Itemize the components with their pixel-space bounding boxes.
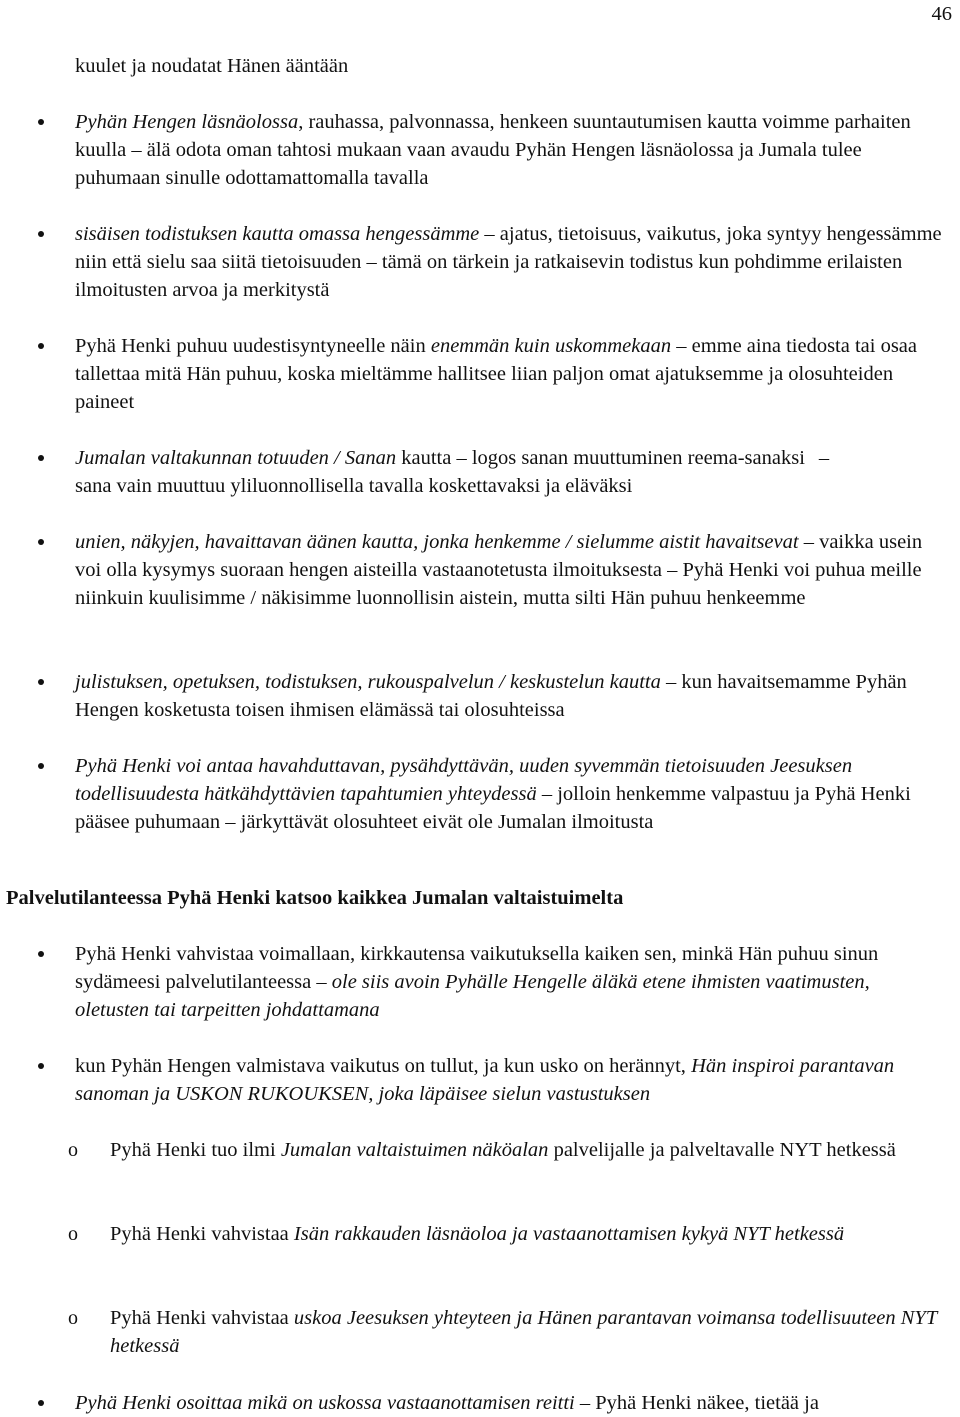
list-item (75, 332, 946, 416)
body-text: – Pyhä Henki näkee, tietää ja (574, 1392, 819, 1414)
emphasis-text: Jumalan valtakunnan totuuden / Sanan (75, 447, 397, 469)
list-item (75, 1052, 946, 1108)
emphasis-text: Jumalan valtaistuimen näköalan (280, 1139, 549, 1161)
bullet-icon (38, 343, 44, 349)
list-item (75, 752, 946, 836)
body-text: – ajatus, tietoisuus, vaikutus, joka syntyy hengessämme niin että sielu saa siitä tietoisuuden – tämä on tärkein ja ratkaisevin todistus kun pohdimme erilaisten ilmoitusten arvoa ja merkitystä (75, 223, 942, 301)
emphasis-text: Hän inspiroi parantavan sanoman ja USKON RUKOUKSEN, joka läpäisee sielun vastustuksen (75, 1055, 895, 1105)
list-item (75, 220, 946, 304)
list-item (75, 668, 946, 724)
bullet-icon (38, 455, 44, 461)
body-text: kun Pyhän Hengen valmistava vaikutus on tullut, ja kun usko on herännyt, (75, 1055, 692, 1077)
emphasis-text: sisäisen todistuksen kautta omassa hengessämme (75, 223, 480, 245)
sub-list-item (68, 1304, 946, 1360)
bullet-icon (38, 231, 44, 237)
list-item (75, 528, 946, 612)
page-number: 46 (931, 3, 952, 25)
body-text: kautta – logos sanan muuttuminen reema-sanaksi (396, 447, 805, 469)
body-text: – jolloin henkemme valpastuu ja Pyhä Henki pääsee puhumaan – järkyttävät olosuhteet eivät ole Jumalan ilmoitusta (75, 783, 911, 833)
bullet-icon (38, 539, 44, 545)
bullet-icon (38, 763, 44, 769)
emphasis-text: Pyhä Henki osoittaa mikä on uskossa vastaanottamisen reitti (75, 1392, 575, 1414)
bullet-icon (38, 1400, 44, 1406)
body-text: Pyhä Henki tuo ilmi (110, 1139, 281, 1161)
emphasis-text: ole siis avoin Pyhälle Hengelle äläkä etene ihmisten vaatimusten, oletusten tai tarpeitten johdattamana (75, 971, 870, 1021)
emphasis-text: Isän rakkauden läsnäoloa ja vastaanottamisen kykyä NYT hetkessä (293, 1223, 845, 1245)
list-item (75, 1389, 946, 1417)
section-heading: Palvelutilanteessa Pyhä Henki katsoo kaikkea Jumalan valtaistuimelta (6, 887, 624, 909)
body-text: vaikka usein voi olla kysymys suoraan hengen aisteilla vastaanotetusta ilmoituksesta – Pyhä Henki voi puhua meille niinkuin kuulisimme / näkisimme luonnollisin aistein, mutta silti Hän puhuu henkeemme (75, 531, 923, 609)
list-item (75, 444, 946, 500)
body-text: – kun havaitsemamme Pyhän Hengen kosketusta toisen ihmisen elämässä tai olosuhteissa (75, 671, 907, 721)
dash-text: – (818, 447, 830, 469)
emphasis-text: enemmän kuin uskommekaan (430, 335, 672, 357)
body-text: Pyhä Henki vahvistaa voimallaan, kirkkautensa vaikutuksella kaiken sen, minkä Hän puhuu sinun sydämeesi palvelutilanteessa – (75, 943, 879, 993)
bullet-icon (38, 951, 44, 957)
body-text: palvelijalle ja palveltavalle NYT hetkessä (548, 1139, 896, 1161)
hollow-bullet-icon: o (68, 1139, 78, 1161)
emphasis-text: unien, näkyjen, havaittavan äänen kautta, jonka henkemme / sielumme aistit havaitsevat – (75, 531, 814, 553)
intro-line: kuulet ja noudatat Hänen ääntään (75, 55, 349, 77)
emphasis-text: Pyhä Henki voi antaa havahduttavan, pysähdyttävän, uuden syvemmän tietoisuuden Jeesuksen todellisuudesta hätkähdyttävien tapahtumien yhteydessä (75, 755, 853, 805)
body-text: Pyhä Henki vahvistaa (110, 1307, 294, 1329)
bullet-icon (38, 679, 44, 685)
hollow-bullet-icon: o (68, 1307, 78, 1329)
sub-list-item (68, 1136, 946, 1164)
sub-list-item (68, 1220, 946, 1248)
body-text: Pyhä Henki puhuu uudestisyntyneelle näin (75, 335, 431, 357)
emphasis-text: Pyhän Hengen läsnäolossa (75, 111, 299, 133)
emphasis-text: uskoa Jeesuksen yhteyteen ja Hänen parantavan voimansa todellisuuteen NYT hetkessä (110, 1307, 937, 1357)
bullet-icon (38, 119, 44, 125)
list-item (75, 108, 946, 192)
emphasis-text: julistuksen, opetuksen, todistuksen, rukouspalvelun / keskustelun kautta (75, 671, 661, 693)
body-text: sana vain muuttuu yliluonnollisella tavalla koskettavaksi ja eläväksi (75, 475, 633, 497)
bullet-icon (38, 1063, 44, 1069)
body-text: Pyhä Henki vahvistaa (110, 1223, 294, 1245)
hollow-bullet-icon: o (68, 1223, 78, 1245)
body-text: , rauhassa, palvonnassa, henkeen suuntautumisen kautta voimme parhaiten kuulla – älä odota oman tahtosi mukaan vaan avaudu Pyhän Hengen läsnäolossa ja Jumala tulee puhumaan sinulle odottamattomalla tavalla (75, 111, 911, 189)
body-text: – emme aina tiedosta tai osaa tallettaa mitä Hän puhuu, koska mieltämme hallitsee liian paljon omat ajatuksemme ja olosuhteiden paineet (75, 335, 918, 413)
list-item (75, 940, 946, 1024)
